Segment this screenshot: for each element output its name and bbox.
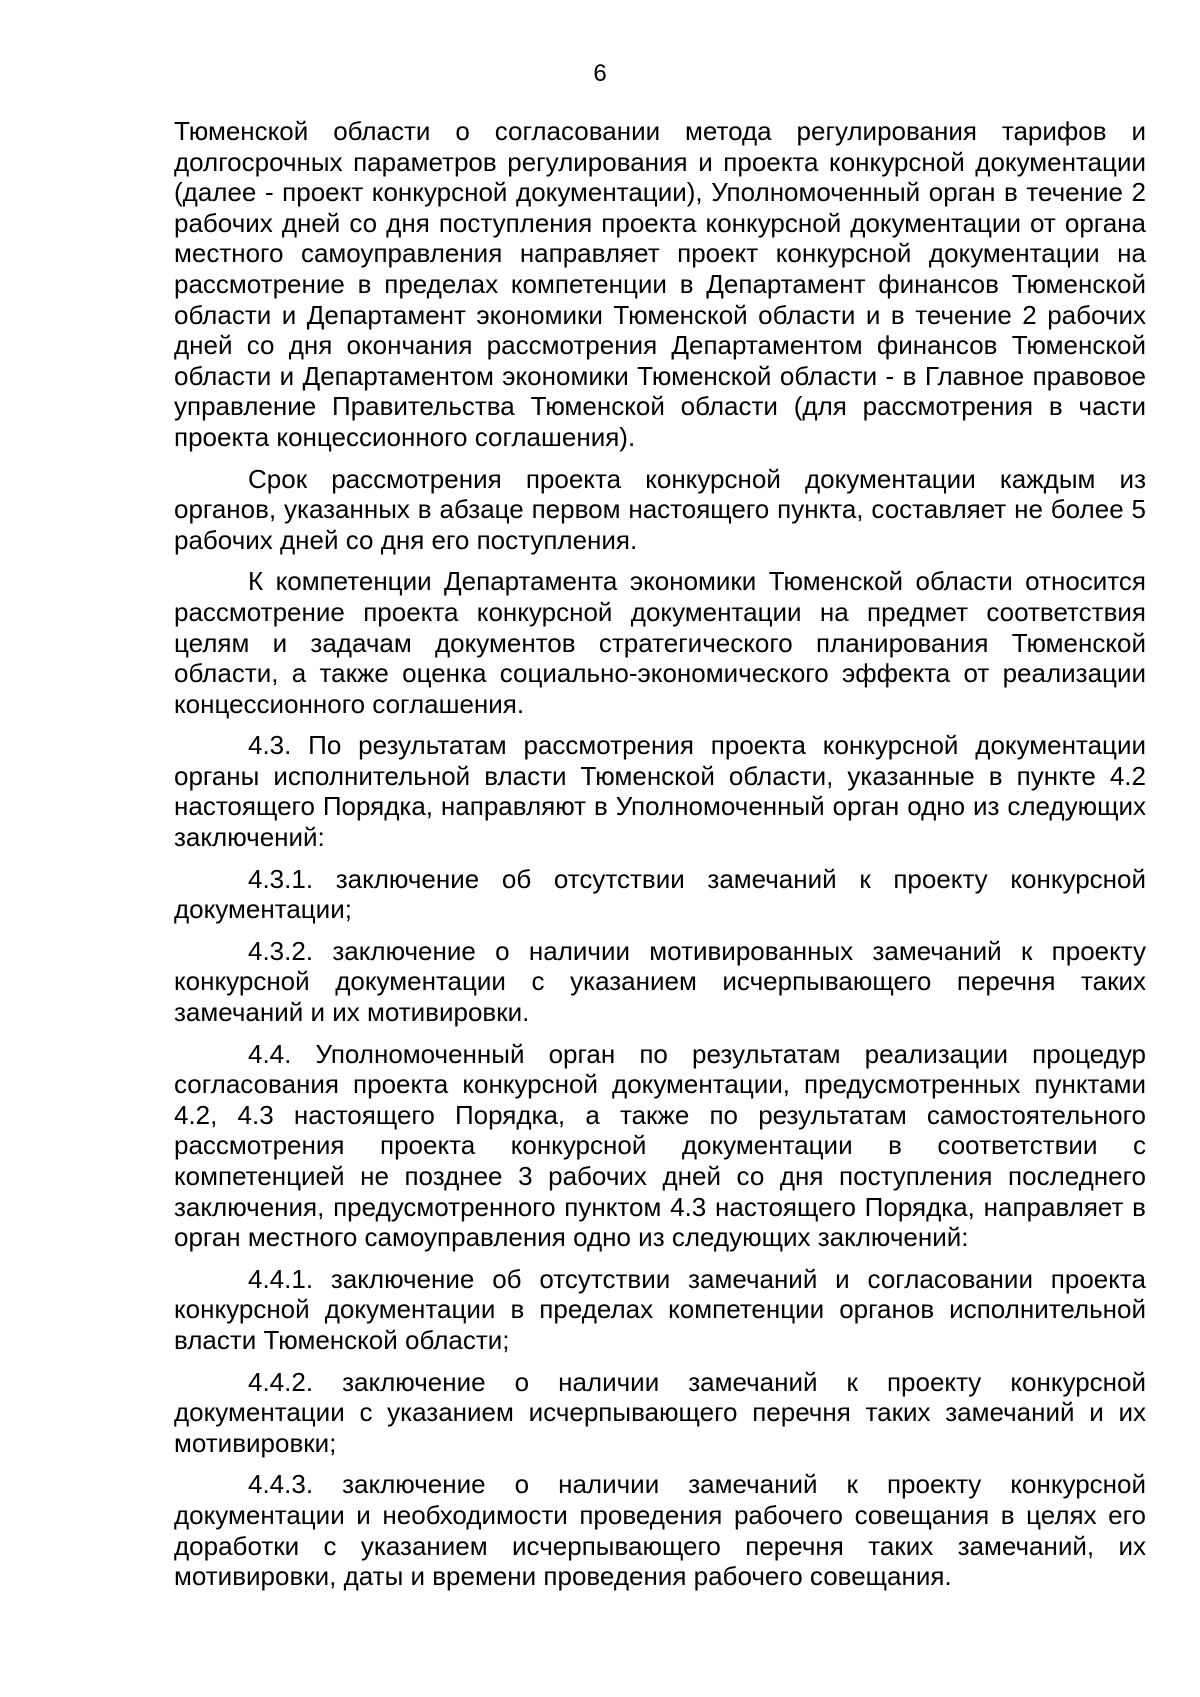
page-number: 6 — [593, 60, 607, 87]
paragraph-4-4-3: 4.4.3. заключение о наличии замечаний к проекту конкурсной документации и необходимости проведения рабочего совещания в целях его доработки с указанием исчерпывающего перечня таких замечаний, их мотивировки, даты и времени проведения рабочего совещания. — [174, 1469, 1146, 1592]
document-body — [174, 116, 1146, 1603]
paragraph-review-period: Срок рассмотрения проекта конкурсной документации каждым из органов, указанных в абзаце первом настоящего пункта, составляет не более 5 рабочих дней со дня его поступления. — [174, 463, 1146, 555]
paragraph-4-3-2: 4.3.2. заключение о наличии мотивированных замечаний к проекту конкурсной документации с указанием исчерпывающего перечня таких замечаний и их мотивировки. — [174, 935, 1146, 1028]
paragraph-continuation: Тюменской области о согласовании метода регулирования тарифов и долгосрочных параметров регулирования и проекта конкурсной документации (далее - проект конкурсной документации), Уполномоченный орган в течение 2 рабочих дней со дня поступления проекта конкурсной документации от органа местного самоуправления направляет проект конкурсной документации на рассмотрение в пределах компетенции в Департамент финансов Тюменской области и Департамент экономики Тюменской области и в течение 2 рабочих дней со дня окончания рассмотрения Департаментом финансов Тюменской области и Департаментом экономики Тюменской области - в Главное правовое управление Правительства Тюменской области (для рассмотрения в части проекта концессионного соглашения). — [174, 116, 1146, 452]
paragraph-4-3-1: 4.3.1. заключение об отсутствии замечаний к проекту конкурсной документации; — [174, 863, 1146, 925]
paragraph-4-4-2: 4.4.2. заключение о наличии замечаний к проекту конкурсной документации с указанием исчерпывающего перечня таких замечаний и их мотивировки; — [174, 1366, 1146, 1458]
paragraph-4-4-1: 4.4.1. заключение об отсутствии замечаний и согласовании проекта конкурсной документации в пределах компетенции органов исполнительной власти Тюменской области; — [174, 1263, 1146, 1355]
paragraph-4-4: 4.4. Уполномоченный орган по результатам реализации процедур согласования проекта конкурсной документации, предусмотренных пунктами 4.2, 4.3 настоящего Порядка, а также по результатам самостоятельного рассмотрения проекта конкурсной документации в соответствии с компетенцией не позднее 3 рабочих дней со дня поступления последнего заключения, предусмотренного пунктом 4.3 настоящего Порядка, направляет в орган местного самоуправления одно из следующих заключений: — [174, 1038, 1146, 1253]
paragraph-4-3: 4.3. По результатам рассмотрения проекта конкурсной документации органы исполнительной власти Тюменской области, указанные в пункте 4.2 настоящего Порядка, направляют в Уполномоченный орган одно из следующих заключений: — [174, 730, 1146, 853]
paragraph-economics-competence: К компетенции Департамента экономики Тюменской области относится рассмотрение проекта конкурсной документации на предмет соответствия целям и задачам документов стратегического планирования Тюменской области, а также оценка социально-экономического эффекта от реализации концессионного соглашения. — [174, 566, 1146, 719]
